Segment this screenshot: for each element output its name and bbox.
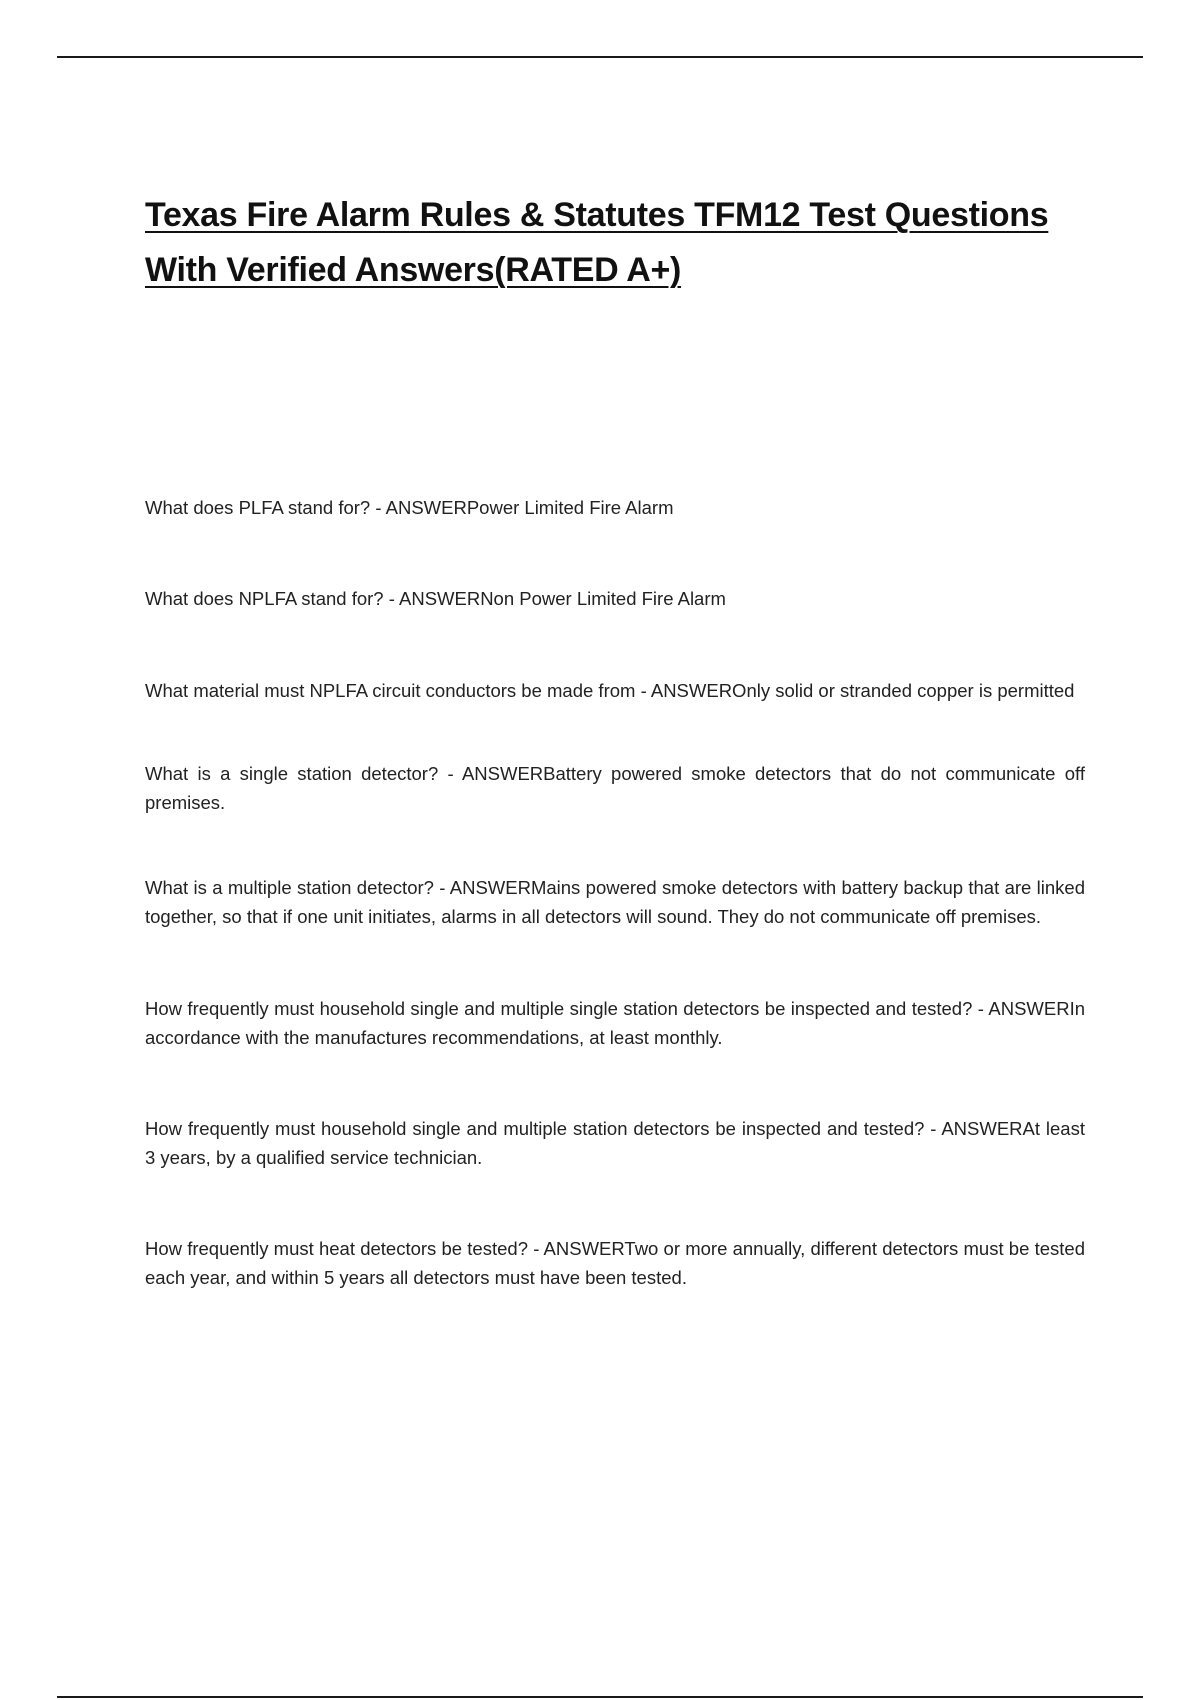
qa-list [145, 493, 1085, 1292]
top-rule [57, 56, 1143, 58]
qa-item-plfa: What does PLFA stand for? - ANSWERPower Limited Fire Alarm [145, 497, 674, 518]
qa-item-multiple-station-detector: What is a multiple station detector? - ANSWERMains powered smoke detectors with battery backup that are linked together, so that if one unit initiates, alarms in all detectors will sound. They do not communicate off premises. [145, 877, 1085, 927]
bottom-rule [57, 1696, 1143, 1698]
document-title: Texas Fire Alarm Rules & Statutes TFM12 Test Questions With Verified Answers(RATED A+) [145, 196, 1049, 289]
qa-item-household-3-year-testing: How frequently must household single and multiple station detectors be inspected and tested? - ANSWERAt least 3 years, by a qualified service technician. [145, 1118, 1085, 1168]
qa-item-conductor-material: What material must NPLFA circuit conductors be made from - ANSWEROnly solid or stranded copper is permitted [145, 680, 1075, 701]
qa-item-heat-detector-testing: How frequently must heat detectors be tested? - ANSWERTwo or more annually, different detectors must be tested each year, and within 5 years all detectors must have been tested. [145, 1238, 1085, 1288]
qa-item-single-station-detector: What is a single station detector? - ANSWERBattery powered smoke detectors that do not communicate off premises. [145, 763, 1085, 813]
qa-item-nplfa: What does NPLFA stand for? - ANSWERNon Power Limited Fire Alarm [145, 588, 726, 609]
qa-item-household-monthly-testing: How frequently must household single and multiple single station detectors be inspected and tested? - ANSWERIn accordance with the manufactures recommendations, at least monthly. [145, 998, 1085, 1048]
